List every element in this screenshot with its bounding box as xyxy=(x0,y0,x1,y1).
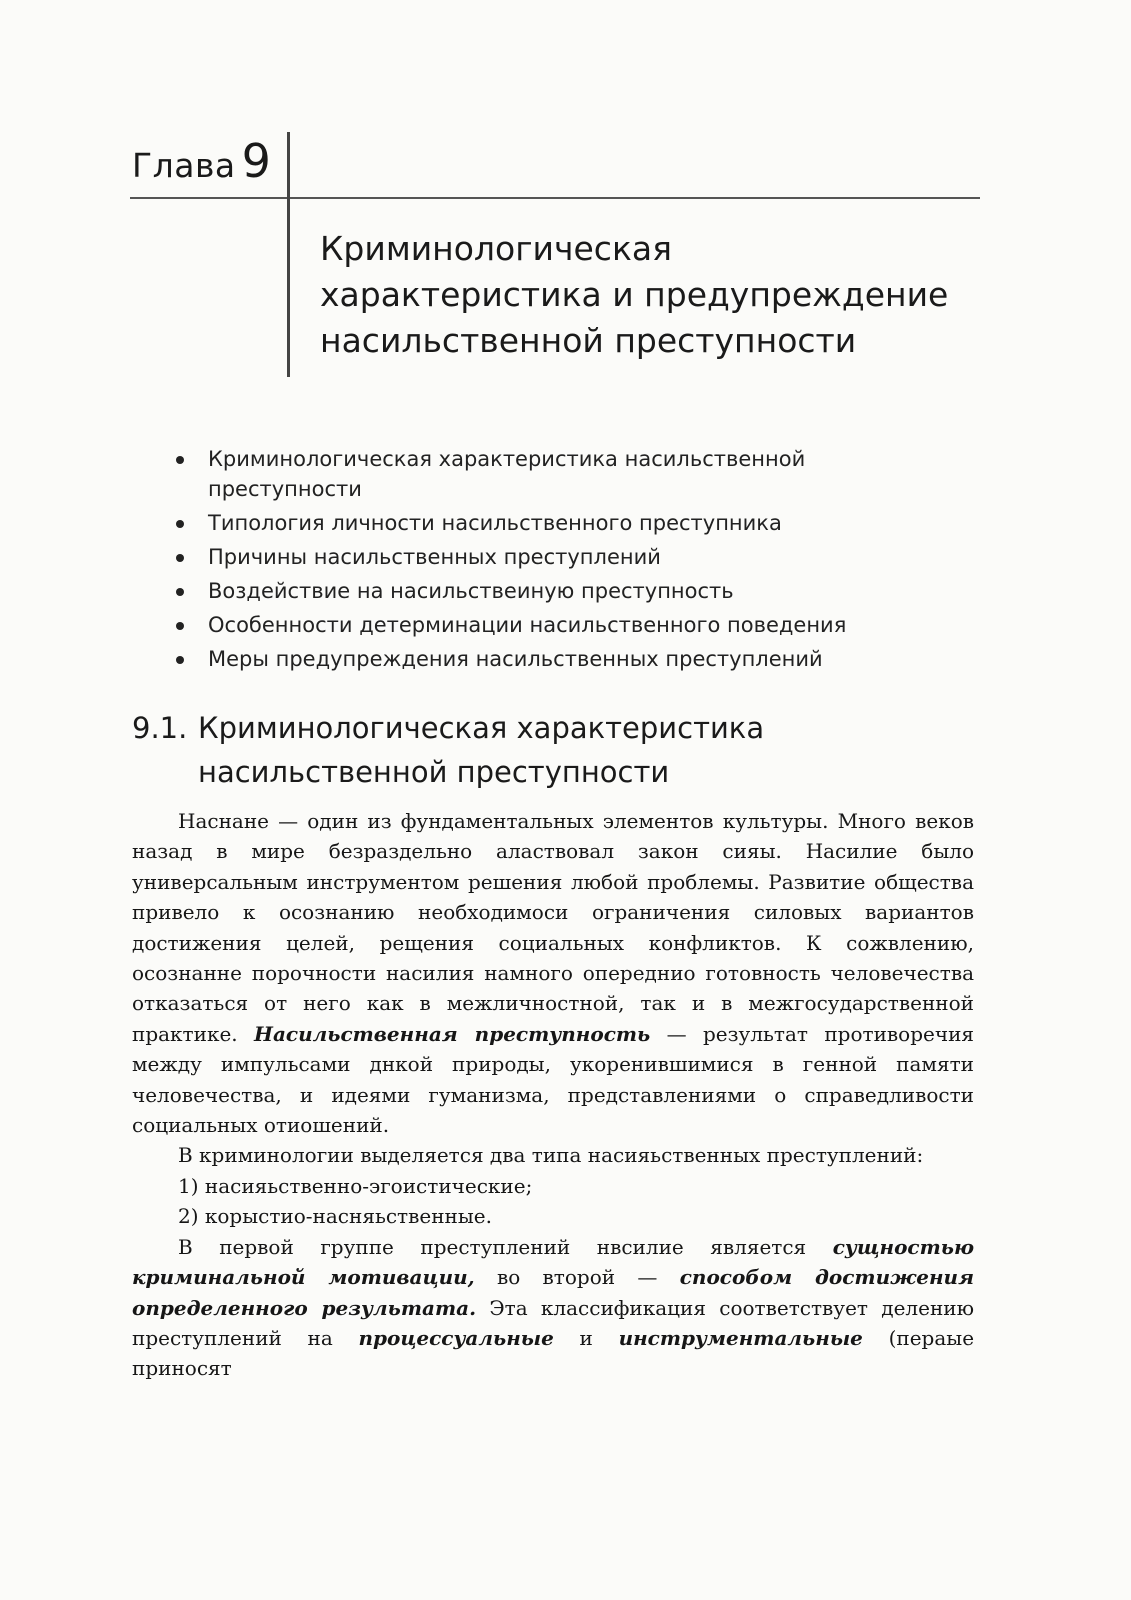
topic-item xyxy=(176,610,896,640)
chapter-horizontal-rule xyxy=(130,197,980,199)
paragraph-text: — результат противоречия между импульсами днкой природы, укоренившимися в генной памяти человечества, и идеями гуманизма, представлениями о справедливости социальных отиошений. xyxy=(132,1021,975,1138)
chapter-number: 9 xyxy=(241,134,272,188)
body-text xyxy=(132,806,974,1384)
bullet-icon xyxy=(176,656,184,664)
chapter-title-line: насильственной преступности xyxy=(320,321,857,360)
bullet-icon xyxy=(176,554,184,562)
paragraph xyxy=(132,1140,974,1170)
chapter-title-line: характеристика и предупреждение xyxy=(320,275,949,314)
topic-item xyxy=(176,644,896,674)
section-heading xyxy=(132,706,972,794)
paragraph-text: и xyxy=(579,1325,593,1350)
topic-item xyxy=(176,508,896,538)
bullet-icon xyxy=(176,588,184,596)
topic-text: Причины насильственных преступлений xyxy=(208,545,661,569)
topic-item xyxy=(176,576,896,606)
list-item-text: 2) корыстио-насняьственные. xyxy=(178,1204,492,1229)
chapter-topics-list xyxy=(176,444,896,678)
topic-text: Меры предупреждения насильственных преступлений xyxy=(208,647,823,671)
key-term: инструментальные xyxy=(618,1325,863,1350)
bullet-icon xyxy=(176,622,184,630)
bullet-icon xyxy=(176,520,184,528)
topic-text: Типология личности насильственного преступника xyxy=(208,511,782,535)
bullet-icon xyxy=(176,456,184,464)
chapter-label-text: Глава xyxy=(132,146,236,185)
topic-text: Воздействие на насильствеиную преступность xyxy=(208,579,734,603)
topic-text: Особенности детерминации насильственного поведения xyxy=(208,613,847,637)
list-item-text: 1) насияьственно-эгоистические; xyxy=(178,1173,533,1198)
key-term: процессуальные xyxy=(358,1325,554,1350)
chapter-label xyxy=(132,134,271,188)
topic-item xyxy=(176,444,896,504)
paragraph-text: В криминологии выделяется два типа насияьственных преступлений: xyxy=(178,1143,924,1168)
list-item xyxy=(132,1171,974,1201)
list-item xyxy=(132,1201,974,1231)
paragraph-text: Наснане — один из фундаментальных элементов культуры. Много веков назад в мире безраздельно аластвовал закон сияы. Насилие было универсальным инструментом решения любой проблемы. Развитие общества привело к осознанию необходимоси ограничения силовых вариантов достижения целей, рещения социальных конфликтов. К сожвлению, осознанне порочности насилия намного опереднио готовность человечества отказаться от него как в межличностной, так и в межгосударственной практике. xyxy=(132,809,974,1046)
paragraph xyxy=(132,806,974,1140)
section-title-line: Криминологическая характеристика xyxy=(198,711,765,745)
emphasis-text: способом достижения определенного результата. xyxy=(132,1265,975,1320)
emphasis-text: сущностью криминальной мотивации, xyxy=(132,1234,974,1290)
paragraph xyxy=(132,1232,974,1384)
paragraph-text: (перaые приносят xyxy=(132,1325,975,1381)
paragraph-text: Эта классификация соответствует делению преступлений на xyxy=(132,1295,975,1350)
paragraph-text: В первой группе преступлений нвсилие является xyxy=(178,1234,807,1259)
chapter-vertical-rule xyxy=(287,132,290,377)
section-number: 9.1. xyxy=(132,711,188,745)
chapter-title-line: Криминологическая xyxy=(320,229,672,268)
chapter-title xyxy=(320,226,980,364)
paragraph-text: во второй — xyxy=(496,1265,658,1290)
topic-item xyxy=(176,542,896,572)
section-title-line: насильственной преступности xyxy=(198,755,670,789)
key-term: Насильственная преступность xyxy=(254,1021,651,1046)
topic-text: Криминологическая характеристика насильственной преступности xyxy=(208,447,806,501)
